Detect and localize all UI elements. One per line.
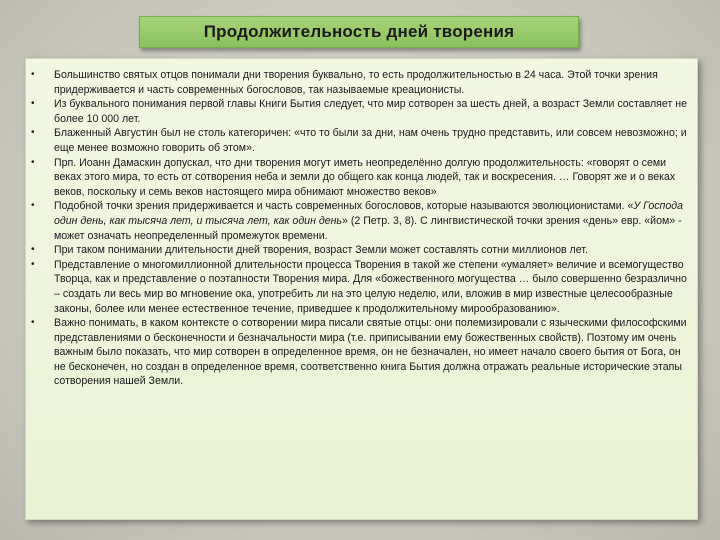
bullet-text: Важно понимать, в каком контексте о сотворении мира писали святые отцы: они полемизировали с языческими философскими представлениями о бесконечности и безначальности мира (т.е. приписывании ему божественных свойств). Поэтому им очень важным было показать, что мир сотворен в определенное время, он не безначален, но имеет начало своего бытия от Бога, он не бесконечен, но создан в определенное время, соответственно книга Бытия должна отражать реальные исторические этапы сотворения нашей Земли. [54,317,687,388]
bullet-item-1 [26,68,697,97]
bullet-marker: • [31,258,35,270]
bullet-text: Представление о многомиллионной длительности процесса Творения в такой же степени «умаляет» величие и всемогущество Творца, как и представление о поэтапности Творения мира. Для «божественного могущества … было совершенно безразлично – создать ли весь мир во мгновение ока, употребить ли на это целую неделю, или, вложив в мир известные целесообразные законы, более или менее естественное течение, приведшее к продолжительному мирообразованию». [54,258,687,315]
bullet-marker: • [31,127,35,139]
bullet-item-6 [26,243,697,258]
content-panel [25,58,698,520]
bullet-text: При таком понимании длительности дней творения, возраст Земли может составлять сотни миллионов лет. [54,244,588,257]
bullet-marker: • [31,69,35,80]
bullet-item-8 [26,316,697,389]
bullet-marker: • [31,200,35,212]
bullet-text: Прп. Иоанн Дамаскин допускал, что дни творения могут иметь неопределённо долгую продолжительность: «говорят о семи веках этого мира, то есть от сотворения неба и земли до общего как конца людей, так и воскресения. … Говорят же и о веках веков, поскольку и семь веков настоящего мира обнимают множество веков» [54,156,676,198]
bullet-item-7 [26,258,697,316]
bullet-marker: • [31,98,35,110]
bullet-text: Блаженный Августин был не столь категоричен: «что то были за дни, нам очень трудно представить, или совсем невозможно; и еще менее возможно говорить об этом». [54,127,687,154]
bullet-text [54,200,683,241]
bullet-text: Из буквального понимания первой главы Книги Бытия следует, что мир сотворен за шесть дней, а возраст Земли составляет не более 10 000 лет. [54,98,687,125]
bullet-item-4 [26,156,697,200]
bullet-list [26,68,697,389]
bullet-item-2 [26,97,697,126]
bullet-text-after: » (2 Петр. 3, 8). С лингвистической точки зрения «день» евр. «йом» - может означать неопределенный промежуток времени. [54,214,682,242]
bullet-text: Большинство святых отцов понимали дни творения буквально, то есть продолжительностью в 24 часа. Этой точки зрения придерживается и часть современных богословов, так называемые креационисты. [54,69,658,96]
bullet-marker: • [31,317,35,329]
bullet-item-5 [26,199,697,243]
bible-quote: У Господа один день, как тысяча лет, и тысяча лет, как один день [54,200,683,227]
slide-title: Продолжительность дней творения [203,22,515,41]
bullet-text-before: Подобной точки зрения придерживается и часть современных богословов, которые называются эволюционистами. « [54,200,634,213]
bullet-marker: • [31,244,35,256]
bullet-marker: • [31,156,35,168]
title-banner [139,16,579,48]
bullet-item-3 [26,126,697,155]
